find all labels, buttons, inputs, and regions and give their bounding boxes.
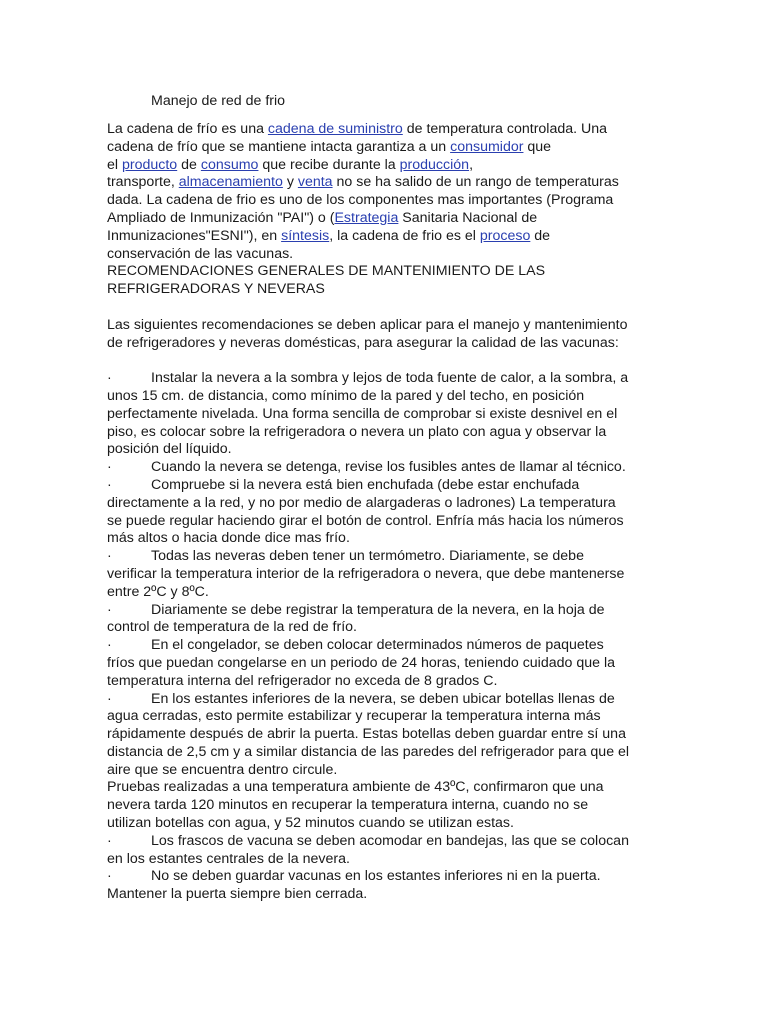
bullet-icon: · [107, 868, 112, 885]
text-line: fríos que puedan congelarse en un periodo de 24 horas, teniendo cuidado que la [107, 654, 615, 671]
text-line: transporte, almacenamiento y venta no se ha salido de un rango de temperaturas [107, 174, 619, 191]
list-item: · Instalar la nevera a la sombra y lejos de toda fuente de calor, a la sombra, a [107, 370, 629, 387]
list-item: · No se deben guardar vacunas en los estantes inferiores ni en la puerta. [107, 868, 601, 885]
document-body [107, 121, 667, 904]
text-line: piso, es colocar sobre la refrigeradora o nevera un plato con agua y observar la [107, 423, 607, 440]
text-line: unos 15 cm. de distancia, como mínimo de la pared y del techo, en posición [107, 387, 585, 404]
bullet-icon: · [107, 601, 112, 618]
text-line: rápidamente después de abrir la puerta. Estas botellas deben guardar entre sí una [107, 726, 626, 743]
text-line: en los estantes centrales de la nevera. [107, 850, 350, 867]
text-line: perfectamente nivelada. Una forma sencilla de comprobar si existe desnivel en el [107, 405, 618, 422]
link-consumidor[interactable]: consumidor [450, 138, 524, 155]
text-line: dada. La cadena de frio es uno de los componentes mas importantes (Programa [107, 192, 614, 209]
bullet-icon: · [107, 459, 112, 476]
text-line: utilizan botellas con agua, y 52 minutos cuando se utilizan estas. [107, 815, 514, 832]
document-title: Manejo de red de frio [151, 93, 286, 109]
text-line: REFRIGERADORAS Y NEVERAS [107, 281, 325, 298]
text-line: se puede regular haciendo girar el botón de control. Enfría más hacia los números [107, 512, 624, 529]
link-cadena-de-suministro[interactable]: cadena de suministro [267, 121, 403, 137]
text-line: más altos o hacia donde dice mas frío. [107, 530, 350, 547]
bullet-icon: · [107, 690, 112, 707]
recommendations-list [107, 370, 667, 904]
bullet-icon: · [107, 832, 112, 849]
text-line: nevera tarda 120 minutos en recuperar la temperatura interna, cuando no se [107, 797, 589, 814]
text-line: entre 2ºC y 8ºC. [107, 583, 209, 600]
link-estrategia[interactable]: Estrategia [334, 209, 399, 226]
recommendations-intro [107, 317, 667, 353]
text-line: agua cerradas, esto permite estabilizar y recuperar la temperatura interna más [107, 708, 601, 725]
link-venta[interactable]: venta [297, 174, 333, 191]
text-line: La cadena de frío es una cadena de suministro de temperatura controlada. Una [107, 121, 608, 137]
list-item: · Los frascos de vacuna se deben acomodar en bandejas, las que se colocan [107, 832, 629, 849]
paragraph-gap [107, 299, 667, 317]
text-line: Las siguientes recomendaciones se deben aplicar para el manejo y mantenimiento [107, 316, 628, 333]
bullet-icon: · [107, 476, 112, 493]
bullet-icon: · [107, 548, 112, 565]
text-line: Mantener la puerta siempre bien cerrada. [107, 886, 368, 903]
list-item: · Cuando la nevera se detenga, revise los fusibles antes de llamar al técnico. [107, 459, 626, 476]
paragraph-gap [107, 352, 667, 370]
text-line: Pruebas realizadas a una temperatura ambiente de 43ºC, confirmaron que una [107, 779, 604, 796]
list-item: · Compruebe si la nevera está bien enchufada (debe estar enchufada [107, 476, 580, 493]
link-producción[interactable]: producción [399, 156, 470, 173]
text-line: control de temperatura de la red de frío. [107, 619, 357, 636]
text-line: el producto de consumo que recibe durante la producción, [107, 156, 474, 173]
text-line: Inmunizaciones"ESNI"), en síntesis, la cadena de frio es el proceso de [107, 227, 551, 244]
text-line: directamente a la red, y no por medio de alargaderas o ladrones) La temperatura [107, 494, 616, 511]
text-line: verificar la temperatura interior de la refrigeradora o nevera, que debe mantenerse [107, 565, 625, 582]
link-producto[interactable]: producto [121, 156, 178, 173]
text-line: conservación de las vacunas. [107, 245, 294, 262]
text-line: Ampliado de Inmunización "PAI") o (Estrategia Sanitaria Nacional de [107, 209, 538, 226]
intro-paragraph [107, 121, 667, 299]
bullet-icon: · [107, 637, 112, 654]
link-proceso[interactable]: proceso [479, 227, 531, 244]
text-line: de refrigeradores y neveras domésticas, para asegurar la calidad de las vacunas: [107, 334, 619, 351]
list-item: · Diariamente se debe registrar la temperatura de la nevera, en la hoja de [107, 601, 605, 618]
list-item: · En el congelador, se deben colocar determinados números de paquetes [107, 637, 604, 654]
text-line: cadena de frío que se mantiene intacta garantiza a un consumidor que [107, 138, 552, 155]
list-item: · Todas las neveras deben tener un termómetro. Diariamente, se debe [107, 548, 584, 565]
text-line: distancia de 2,5 cm y a similar distancia de las paredes del refrigerador para que el [107, 743, 630, 760]
link-consumo[interactable]: consumo [200, 156, 259, 173]
text-line: posición del líquido. [107, 441, 232, 458]
text-line: temperatura interna del refrigerador no exceda de 8 grados C. [107, 672, 498, 689]
list-item: · En los estantes inferiores de la nevera, se deben ubicar botellas llenas de [107, 690, 615, 707]
link-síntesis[interactable]: síntesis [281, 227, 330, 244]
text-line: RECOMENDACIONES GENERALES DE MANTENIMIENTO DE LAS [107, 263, 546, 280]
link-almacenamiento[interactable]: almacenamiento [178, 174, 283, 191]
text-line: aire que se encuentra dentro circule. [107, 761, 338, 778]
bullet-icon: · [107, 370, 112, 387]
